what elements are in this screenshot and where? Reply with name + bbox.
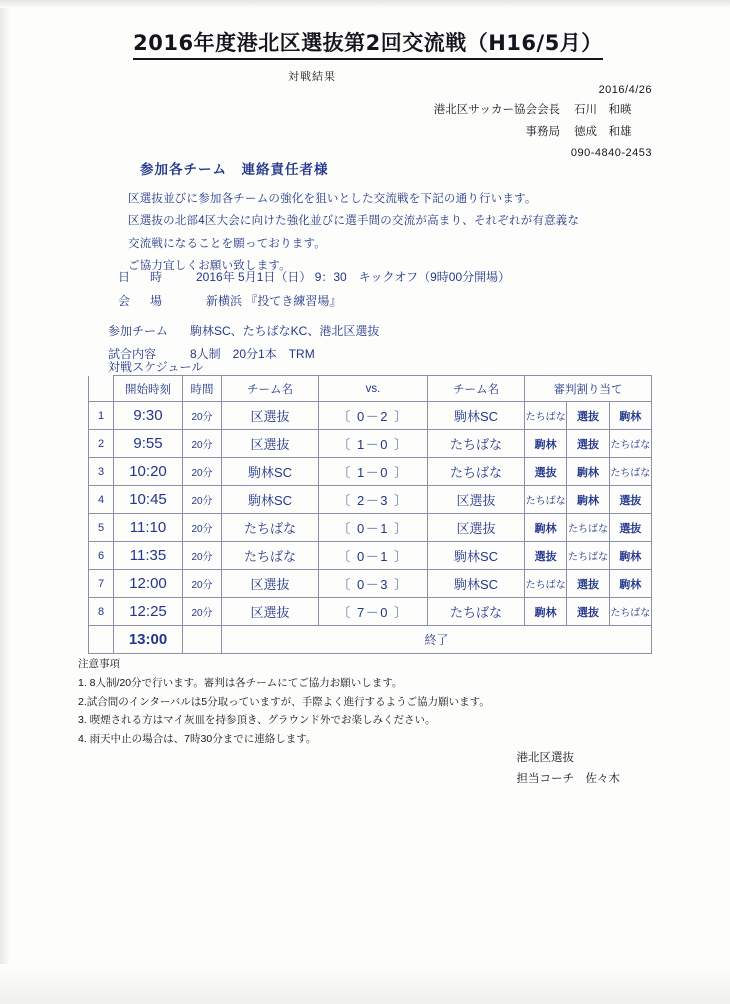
column-header-duration: 時間	[183, 376, 222, 402]
referee-assignment	[525, 486, 652, 514]
table-row	[89, 430, 652, 458]
referee-2: たちばな	[567, 542, 609, 569]
paragraph-line: 区選抜並びに参加各チームの強化を狙いとした交流戦を下記の通り行います。	[128, 193, 537, 205]
start-time: 10:45	[114, 486, 183, 514]
start-time: 11:35	[114, 542, 183, 570]
participating-teams-value: 駒林SC、たちばなKC、港北区選抜	[190, 324, 380, 338]
notes-heading: 注意事項	[78, 658, 120, 670]
row-number: 3	[89, 458, 114, 486]
team-a: 区選抜	[222, 402, 319, 430]
paragraph-line: ご協力宜しくお願い致します。	[128, 260, 291, 273]
referee-3: 選抜	[619, 494, 642, 507]
referee-1: 駒林	[525, 514, 567, 541]
footer-organization: 港北区選抜	[516, 752, 574, 764]
referee-1: たちばな	[525, 570, 567, 597]
referee-assignment	[525, 402, 652, 430]
referee-assignment	[525, 430, 652, 458]
referee-3: 駒林	[619, 578, 642, 591]
referee-assignment	[525, 542, 652, 570]
organization-name: 石川 和暎	[574, 104, 632, 117]
document-date: 2016/4/26	[598, 84, 652, 96]
contact-phone: 090-4840-2453	[570, 146, 652, 159]
scan-edge-bottom	[0, 964, 730, 1004]
end-label: 終了	[222, 626, 652, 654]
table-row	[89, 598, 652, 626]
team-b: たちばな	[428, 598, 525, 626]
row-number: 6	[89, 542, 114, 570]
office-title: 事務局	[525, 125, 560, 138]
team-a: たちばな	[222, 542, 319, 570]
table-row	[89, 570, 652, 598]
referee-3: 駒林	[619, 550, 642, 563]
row-number: 2	[89, 430, 114, 458]
table-head	[89, 376, 652, 402]
start-time: 12:00	[114, 570, 183, 598]
score: 〔 0－1 〕	[319, 542, 428, 570]
referee-1: たちばな	[525, 486, 567, 513]
start-time: 9:30	[114, 402, 183, 430]
referee-2: 駒林	[567, 486, 609, 513]
team-a: 駒林SC	[222, 486, 319, 514]
table-header-row	[89, 376, 652, 402]
duration: 20分	[183, 514, 222, 542]
duration: 20分	[183, 570, 222, 598]
team-b: 駒林SC	[428, 570, 525, 598]
table-row	[89, 402, 652, 430]
table-row	[89, 514, 652, 542]
start-time: 11:10	[114, 514, 183, 542]
column-header-referees: 審判割り当て	[525, 376, 652, 402]
score: 〔 1－0 〕	[319, 430, 428, 458]
match-format-label: 試合内容	[108, 347, 157, 362]
referee-3: たちばな	[610, 608, 651, 619]
referee-2: 駒林	[567, 458, 609, 485]
paragraph-line: 区選抜の北部4区大会に向けた強化並びに選手間の交流が高まり、それぞれが有意義な	[128, 215, 580, 228]
team-b: 駒林SC	[428, 542, 525, 570]
scan-edge-left	[0, 0, 10, 1004]
referee-2: 選抜	[567, 430, 609, 457]
table-row	[89, 458, 652, 486]
team-a: 区選抜	[222, 570, 319, 598]
duration: 20分	[183, 458, 222, 486]
table-body	[89, 402, 652, 654]
footer-block	[517, 748, 621, 789]
team-a: 駒林SC	[222, 458, 319, 486]
referee-2: たちばな	[567, 514, 609, 541]
team-b: 区選抜	[428, 486, 525, 514]
column-header-team-b: チーム名	[428, 376, 525, 402]
row-number	[89, 626, 114, 654]
row-number: 7	[89, 570, 114, 598]
schedule-label: 対戦スケジュール	[108, 360, 204, 374]
schedule-table	[88, 375, 652, 654]
referee-1: 駒林	[525, 598, 567, 625]
column-header-vs: vs.	[319, 376, 428, 402]
participating-teams-row	[108, 320, 379, 343]
referee-2: 選抜	[567, 598, 609, 625]
event-datetime-label: 日 時	[118, 270, 167, 284]
office-name: 徳成 和雄	[574, 125, 632, 138]
title-block	[88, 30, 648, 60]
organization-title: 港北区サッカー協会会長	[433, 104, 560, 117]
end-time: 13:00	[114, 626, 183, 654]
notes-block	[78, 655, 490, 748]
team-b: 区選抜	[428, 514, 525, 542]
referee-3: たちばな	[610, 440, 651, 451]
page-title: 2016年度港北区選抜第2回交流戦（H16/5月）	[133, 30, 603, 60]
note-item: 1. 8人制/20分で行います。審判は各チームにてご協力お願いします。	[78, 677, 403, 690]
event-datetime-value: 2016年 5月1日（日） 9：30 キックオフ（9時00分開場）	[196, 270, 511, 284]
referee-assignment	[525, 598, 652, 626]
score: 〔 0－3 〕	[319, 570, 428, 598]
participating-teams-label: 参加チーム	[108, 324, 169, 338]
column-header-start-time: 開始時刻	[114, 376, 183, 402]
table-row	[89, 486, 652, 514]
referee-3: たちばな	[610, 468, 651, 479]
paragraph-line: 交流戦になることを願っております。	[128, 237, 326, 250]
score: 〔 7－0 〕	[319, 598, 428, 626]
team-b: たちばな	[428, 458, 525, 486]
row-number: 4	[89, 486, 114, 514]
note-item: 3. 喫煙される方はマイ灰皿を持参頂き、グラウンド外でお楽しみください。	[78, 714, 436, 727]
team-a: 区選抜	[222, 598, 319, 626]
table-row	[89, 542, 652, 570]
start-time: 12:25	[114, 598, 183, 626]
organization-line	[434, 100, 652, 121]
referee-2: 選抜	[567, 570, 609, 597]
schedule-table-wrapper	[88, 375, 651, 654]
score: 〔 0－2 〕	[319, 402, 428, 430]
referee-3: 駒林	[619, 410, 642, 423]
duration: 20分	[183, 430, 222, 458]
duration-empty	[183, 626, 222, 654]
team-b: たちばな	[428, 430, 525, 458]
page-subtitle: 対戦結果	[288, 71, 336, 83]
event-datetime-row	[118, 265, 510, 289]
referee-1: 駒林	[525, 430, 567, 457]
addressee: 参加各チーム 連絡責任者様	[140, 162, 329, 177]
footer-coach: 担当コーチ 佐々木	[516, 772, 620, 785]
referee-2: 選抜	[567, 402, 609, 429]
row-number: 1	[89, 402, 114, 430]
team-a: たちばな	[222, 514, 319, 542]
event-details	[118, 265, 510, 313]
scan-edge-top	[0, 0, 730, 8]
note-item: 2.試合間のインターバルは5分取っていますが、手際よく進行するようご協力願います。	[78, 695, 490, 708]
office-line	[434, 122, 652, 143]
table-row-final	[89, 626, 652, 654]
duration: 20分	[183, 402, 222, 430]
row-number: 5	[89, 514, 114, 542]
header-contact-block	[434, 80, 652, 163]
match-format-value: 8人制 20分1本 TRM	[190, 347, 315, 362]
referee-1: 選抜	[525, 542, 567, 569]
event-venue-value: 新横浜 『投てき練習場』	[206, 294, 342, 308]
column-header-no	[89, 376, 114, 402]
referee-assignment	[525, 458, 652, 486]
duration: 20分	[183, 542, 222, 570]
event-venue-label: 会 場	[118, 294, 167, 308]
start-time: 10:20	[114, 458, 183, 486]
event-venue-row	[118, 289, 510, 313]
referee-1: 選抜	[525, 458, 567, 485]
start-time: 9:55	[114, 430, 183, 458]
note-item: 4. 雨天中止の場合は、7時30分までに連絡します。	[78, 732, 317, 745]
score: 〔 0－1 〕	[319, 514, 428, 542]
referee-assignment	[525, 570, 652, 598]
duration: 20分	[183, 486, 222, 514]
duration: 20分	[183, 598, 222, 626]
referee-3: 選抜	[619, 522, 642, 535]
score: 〔 2－3 〕	[319, 486, 428, 514]
referee-1: たちばな	[525, 402, 567, 429]
team-a: 区選抜	[222, 430, 319, 458]
column-header-team-a: チーム名	[222, 376, 319, 402]
score: 〔 1－0 〕	[319, 458, 428, 486]
referee-assignment	[525, 514, 652, 542]
row-number: 8	[89, 598, 114, 626]
team-b: 駒林SC	[428, 402, 525, 430]
